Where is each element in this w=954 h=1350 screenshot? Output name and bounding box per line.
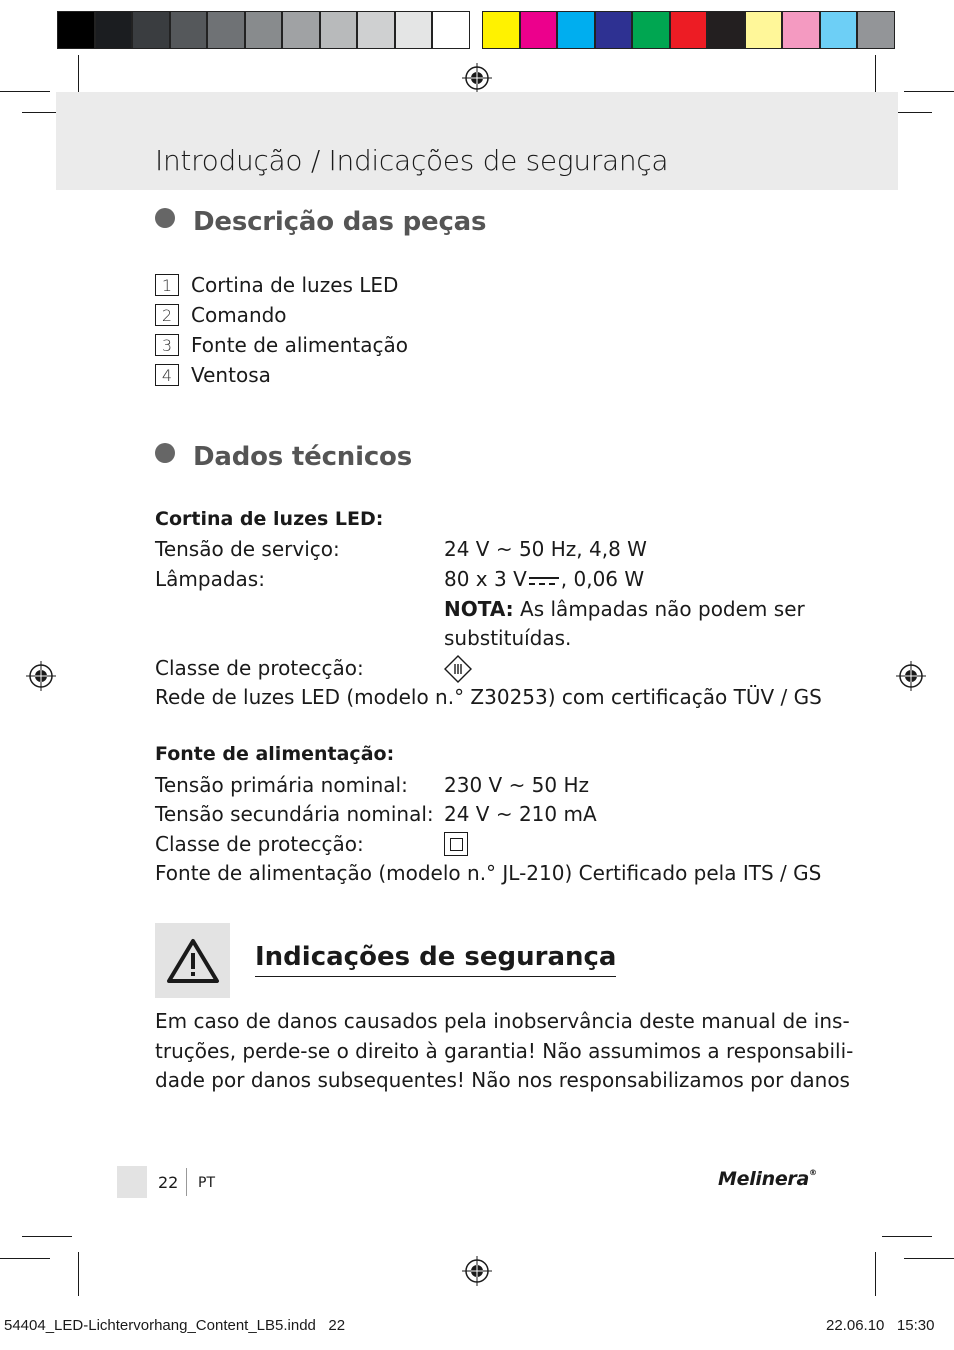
- crop-mark: [22, 1236, 72, 1237]
- color-swatch: [282, 11, 320, 49]
- note-line-2: substituídas.: [444, 626, 572, 650]
- color-swatch: [432, 11, 470, 49]
- crop-mark: [78, 1252, 79, 1296]
- part-number: 4: [155, 364, 179, 386]
- lamps-value: [444, 564, 644, 594]
- warning-triangle-icon: [166, 937, 220, 985]
- parts-list: [155, 270, 408, 390]
- color-swatch: [632, 11, 670, 49]
- voltage-value: 24 V ~ 50 Hz, 4,8 W: [444, 537, 647, 561]
- parts-heading-text: Descrição das peças: [193, 207, 487, 237]
- crop-mark: [875, 1252, 876, 1296]
- color-swatch: [857, 11, 895, 49]
- part-number: 1: [155, 274, 179, 296]
- part-number: 2: [155, 304, 179, 326]
- color-swatch: [132, 11, 170, 49]
- footer-marker: [117, 1166, 147, 1198]
- power-subheading: Fonte de alimentação:: [155, 743, 395, 765]
- part-label: Ventosa: [191, 363, 271, 387]
- crop-mark: [904, 91, 954, 92]
- registration-mark-icon: [26, 661, 56, 691]
- slug-file-info: 54404_LED-Lichtervorhang_Content_LB5.indd 22: [4, 1317, 346, 1334]
- bullet-icon: [155, 208, 175, 228]
- tech-heading-text: Dados técnicos: [193, 442, 412, 472]
- color-swatch: [395, 11, 433, 49]
- color-swatch: [170, 11, 208, 49]
- color-swatch: [482, 11, 520, 49]
- color-swatch: [245, 11, 283, 49]
- page-number: 22: [158, 1173, 179, 1192]
- note-label: NOTA:: [444, 597, 514, 621]
- led-certification: Rede de luzes LED (modelo n.° Z30253) com certificação TÜV / GS: [155, 685, 822, 709]
- color-swatch: [782, 11, 820, 49]
- secondary-voltage-value: 24 V ~ 210 mA: [444, 802, 597, 826]
- warning-box: [155, 923, 230, 998]
- part-label: Comando: [191, 303, 287, 327]
- lamps-label: Lâmpadas:: [155, 567, 265, 591]
- primary-voltage-label: Tensão primária nominal:: [155, 773, 408, 797]
- color-swatch: [707, 11, 745, 49]
- part-label: Cortina de luzes LED: [191, 273, 399, 297]
- language-code: PT: [198, 1175, 215, 1191]
- brand-logo: [718, 1168, 817, 1190]
- led-subheading: Cortina de luzes LED:: [155, 508, 384, 530]
- color-swatch: [57, 11, 95, 49]
- safety-paragraph: [155, 1007, 854, 1096]
- part-label: Fonte de alimentação: [191, 333, 408, 357]
- process-color-bar: [482, 11, 895, 51]
- bullet-icon: [155, 443, 175, 463]
- protection-class-iii-icon: [444, 655, 472, 683]
- list-item: [155, 330, 408, 360]
- crop-mark: [882, 1236, 932, 1237]
- color-swatch: [520, 11, 558, 49]
- paragraph-line: dade por danos subsequentes! Não nos responsabilizamos por danos: [155, 1068, 850, 1092]
- registration-mark-icon: [896, 661, 926, 691]
- crop-mark: [904, 1258, 954, 1259]
- note-line-1: [444, 594, 805, 624]
- lamps-value-power: , 0,06 W: [560, 567, 645, 591]
- primary-voltage-value: 230 V ~ 50 Hz: [444, 773, 590, 797]
- list-item: [155, 360, 408, 390]
- slug-date-time: 22.06.10 15:30: [826, 1317, 935, 1334]
- registered-mark: ®: [809, 1168, 817, 1177]
- paragraph-line: truções, perde-se o direito à garantia! Não assumimos a responsabili-: [155, 1038, 854, 1063]
- color-swatch: [357, 11, 395, 49]
- color-swatch: [557, 11, 595, 49]
- note-text: As lâmpadas não podem ser: [513, 597, 805, 621]
- list-item: [155, 270, 408, 300]
- registration-mark-icon: [462, 63, 492, 93]
- power-certification: Fonte de alimentação (modelo n.° JL-210) Certificado pela ITS / GS: [155, 861, 822, 885]
- gray-color-bar: [57, 11, 470, 51]
- led-class-label: Classe de protecção:: [155, 656, 364, 680]
- safety-heading: Indicações de segurança: [255, 942, 616, 977]
- registration-mark-icon: [462, 1256, 492, 1286]
- color-swatch: [745, 11, 783, 49]
- secondary-voltage-label: Tensão secundária nominal:: [155, 802, 434, 826]
- color-swatch: [95, 11, 133, 49]
- protection-class-ii-icon: [444, 832, 468, 856]
- crop-mark: [0, 1258, 50, 1259]
- direct-current-icon: [529, 574, 559, 588]
- color-swatch: [595, 11, 633, 49]
- color-swatch: [207, 11, 245, 49]
- color-swatch: [670, 11, 708, 49]
- paragraph-line: Em caso de danos causados pela inobservância deste manual de ins-: [155, 1009, 850, 1033]
- part-number: 3: [155, 334, 179, 356]
- footer-divider: [186, 1168, 187, 1196]
- color-swatch: [320, 11, 358, 49]
- voltage-label: Tensão de serviço:: [155, 537, 340, 561]
- parts-heading: [155, 207, 486, 237]
- power-class-label: Classe de protecção:: [155, 832, 364, 856]
- color-swatch: [820, 11, 858, 49]
- list-item: [155, 300, 408, 330]
- tech-heading: [155, 442, 412, 472]
- page-title: Introdução / Indicações de segurança: [155, 144, 669, 177]
- lamps-value-voltage: 80 x 3 V: [444, 567, 527, 591]
- brand-name: Melinera: [718, 1168, 810, 1190]
- crop-mark: [0, 91, 50, 92]
